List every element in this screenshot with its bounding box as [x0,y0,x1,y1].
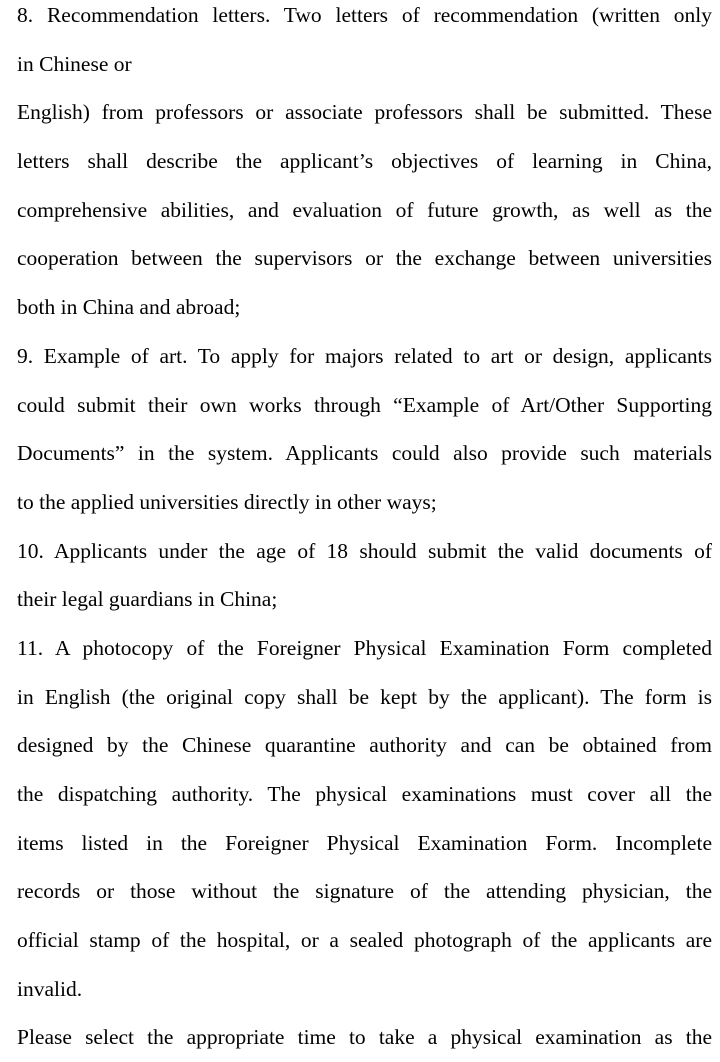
text-line: in Chinese or [17,51,132,76]
text-line: designed by the Chinese quarantine authority and can be obtained from [17,733,712,758]
text-line: records or those without the signature of the attending physician, the [17,879,712,904]
text-line: invalid. [17,976,83,1001]
text-line: both in China and abroad; [17,295,241,320]
document-text-block [17,0,712,1062]
text-line: to the applied universities directly in other ways; [17,489,437,514]
paragraph-8-continuation [17,88,712,331]
text-line: cooperation between the supervisors or the exchange between universities [17,246,712,271]
text-line: comprehensive abilities, and evaluation of future growth, as well as the [17,197,712,222]
text-line: 8. Recommendation letters. Two letters of recommendation (written only [17,3,712,27]
text-line: 10. Applicants under the age of 18 should submit the valid documents of [17,538,712,563]
text-line: Documents” in the system. Applicants could also provide such materials [17,441,712,466]
paragraph-10-under-age-18 [17,527,712,624]
text-line: Please select the appropriate time to take a physical examination as the [17,1025,712,1050]
text-line: English) from professors or associate professors shall be submitted. These [17,100,712,125]
text-line: 9. Example of art. To apply for majors related to art or design, applicants [17,343,712,368]
text-line: 11. A photocopy of the Foreigner Physical Examination Form completed [17,635,712,660]
text-line: official stamp of the hospital, or a sealed photograph of the applicants are [17,928,712,953]
text-line: the dispatching authority. The physical examinations must cover all the [17,782,712,806]
text-line: letters shall describe the applicant’s objectives of learning in China, [17,149,712,174]
paragraph-physical-exam-timing-note [17,1013,712,1062]
text-line: items listed in the Foreigner Physical Examination Form. Incomplete [17,830,712,855]
paragraph-9-example-of-art [17,332,712,527]
text-line: in English (the original copy shall be kept by the applicant). The form is [17,684,712,709]
paragraph-11-physical-examination-form [17,624,712,1014]
text-line: could submit their own works through “Example of Art/Other Supporting [17,392,712,417]
paragraph-8-recommendation-letters [17,0,712,88]
text-line: their legal guardians in China; [17,587,278,612]
